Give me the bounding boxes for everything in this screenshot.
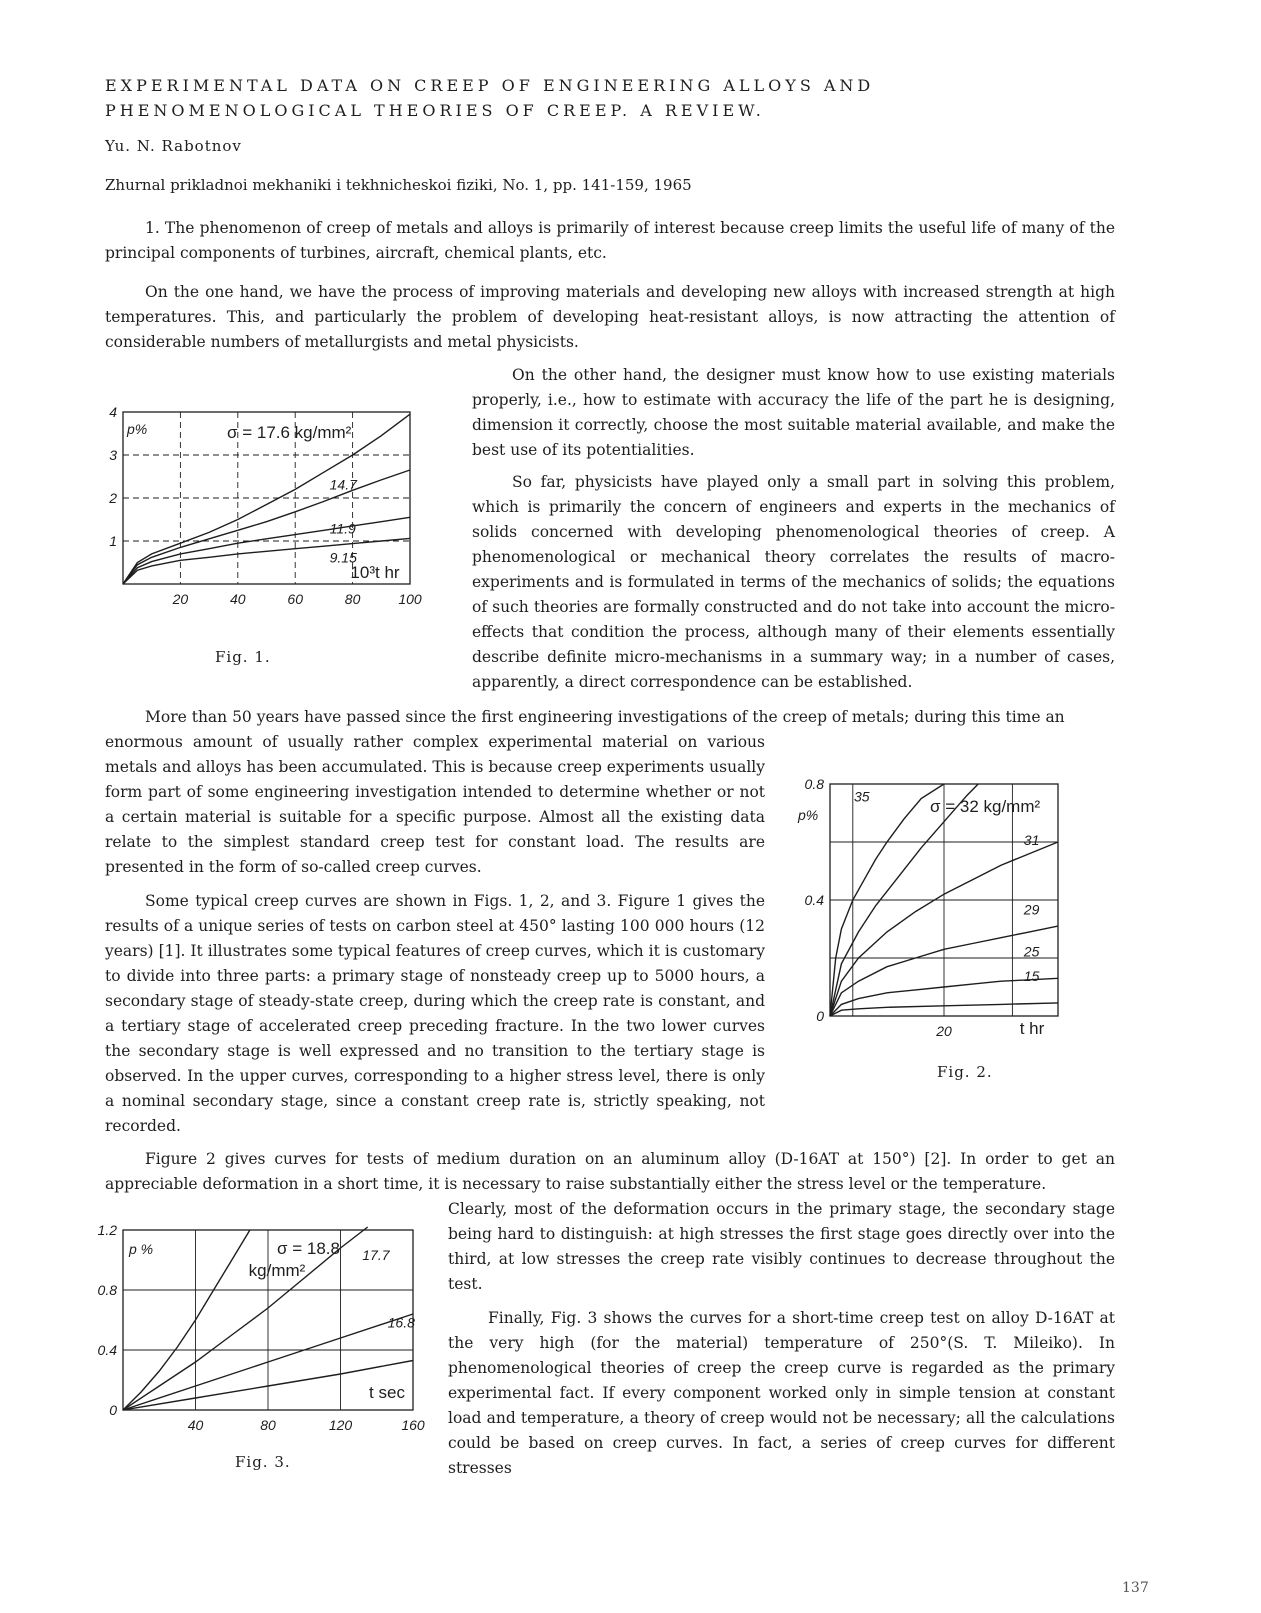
paragraph-4: So far, physicists have played only a small part in solving this problem, which is primarily the concern of engineers and experts in the mechanics of solids concerned with developing phenomenological theories of creep. A phenomenological or mechanical theory correlates the results of macro-experiments and is formulated in terms of the mechanics of solids; the equations of such theories are formally constructed and do not take into account the micro-effects that condition the process, although many of their elements essentially describe definite micro-mechanisms in a summary way; in a number of cases, apparently, a direct correspondence can be established. — [472, 473, 1115, 691]
series-label: 16.8 — [387, 1314, 415, 1331]
x-tick-label: 80 — [344, 591, 361, 607]
fig-1-chart — [105, 400, 435, 625]
fig-2-chart — [798, 770, 1100, 1045]
series-label: 17.7 — [362, 1247, 390, 1263]
paragraph-3: On the other hand, the designer must know how to use existing materials properly, i.e., how to estimate with accuracy the life of the part he is designing, dimension it correctly, choose the most suitable material available, and make the best use of its potentialities. — [472, 366, 1115, 459]
title-line-2: PHENOMENOLOGICAL THEORIES OF CREEP. A REVIEW. — [105, 101, 765, 120]
y-tick-label: 2 — [109, 490, 117, 506]
paragraph-6: Some typical creep curves are shown in Figs. 1, 2, and 3. Figure 1 gives the results of a unique series of tests on carbon steel at 450° lasting 100 000 hours (12 years) [1]. It illustrates some typical features of creep curves, which it is customary to divide into three parts: a primary stage of nonsteady creep up to 5000 hours, a secondary stage of steady-state creep, during which the creep rate is constant, and a tertiary stage of accelerated creep preceding fracture. In the two lower curves the secondary stage is well expressed and no transition to the tertiary stage is observed. In the upper curves, corresponding to a higher stress level, there is only a nominal secondary stage, since a constant creep rate is, strictly speaking, not recorded. — [105, 892, 765, 1135]
paragraph-1: 1. The phenomenon of creep of metals and alloys is primarily of interest because creep limits the useful life of many of the principal components of turbines, aircraft, chemical plants, etc. — [105, 219, 1115, 262]
y-tick-label: 0 — [109, 1402, 117, 1418]
stress-annotation: σ = 18.8 — [277, 1239, 340, 1258]
paragraph-2: On the one hand, we have the process of improving materials and developing new alloys with increased strength at high temperatures. This, and particularly the problem of developing heat-resistant alloys, is now attracting the attention of considerable numbers of metallurgists and metal physicists. — [105, 283, 1115, 351]
x-tick-label: 40 — [187, 1417, 204, 1433]
paragraph-5-line-1: More than 50 years have passed since the first engineering investigations of the creep of metals; during this time an — [145, 708, 1065, 726]
x-tick-label: 80 — [260, 1417, 276, 1433]
fig-3-caption: Fig. 3. — [235, 1453, 291, 1471]
y-tick-label: 0.4 — [804, 892, 824, 908]
x-tick-label: 40 — [230, 591, 246, 607]
stress-annotation: σ = 17.6 kg/mm² — [227, 423, 352, 442]
x-tick-label: 160 — [401, 1417, 425, 1433]
series-label: 11.9 — [329, 520, 356, 537]
y-axis-label: p % — [129, 1241, 154, 1257]
journal-citation: Zhurnal prikladnoi mekhaniki i tekhnicheskoi fiziki, No. 1, pp. 141-159, 1965 — [105, 176, 692, 194]
series-label: 9.15 — [329, 549, 357, 566]
series-line — [123, 1230, 250, 1410]
x-tick-label: 20 — [172, 591, 189, 607]
series-label: 15 — [1023, 968, 1040, 985]
fig-1-caption: Fig. 1. — [215, 648, 271, 666]
y-tick-label: 0.4 — [97, 1342, 117, 1358]
title-line-1: EXPERIMENTAL DATA ON CREEP OF ENGINEERING ALLOYS AND — [105, 76, 875, 95]
x-tick-label: 60 — [287, 591, 303, 607]
y-tick-label: 1.2 — [97, 1222, 117, 1238]
paper-title — [105, 73, 1155, 123]
x-tick-label: 20 — [936, 1023, 952, 1039]
x-axis-label: 10³t hr — [350, 563, 400, 582]
y-tick-label: 1 — [109, 533, 117, 549]
series-label: 31 — [1023, 831, 1040, 848]
page-number: 137 — [1122, 1580, 1149, 1596]
y-axis-label: p% — [798, 807, 819, 823]
series-label: 29 — [1023, 901, 1040, 918]
paragraph-7-rest: Clearly, most of the deformation occurs in the primary stage, the secondary stage being hard to distinguish: at high stresses the first stage goes directly over into the third, at low stresses the creep rate visibly continues to decrease throughout the test. — [448, 1200, 1115, 1293]
x-tick-label: 120 — [328, 1417, 353, 1433]
series-label: 25 — [1023, 943, 1040, 960]
paragraph-7-lines: Figure 2 gives curves for tests of medium duration on an aluminum alloy (D-16AT at 150°) [2]. In order to get an appreciable deformation in a short time, it is necessary to raise substantially either the stress level or the temperature. — [105, 1150, 1115, 1193]
paragraph-8: Finally, Fig. 3 shows the curves for a short-time creep test on alloy D-16AT at the very high (for the material) temperature of 250°(S. T. Mileiko). In phenomenological theories of creep the creep curve is regarded as the primary experimental fact. If every component worked only in simple tension at constant load and temperature, a theory of creep would not be necessary; all the calculations could be based on creep curves. In fact, a series of creep curves for different stresses — [448, 1309, 1115, 1477]
x-axis-label: t hr — [1019, 1019, 1045, 1038]
series-label: 35 — [853, 788, 870, 805]
y-axis-label: p% — [127, 421, 148, 437]
fig-3-chart — [97, 1220, 435, 1435]
y-tick-label: 0 — [816, 1008, 824, 1024]
y-tick-label: 3 — [109, 447, 117, 463]
paragraph-5-rest: enormous amount of usually rather complex experimental material on various metals and alloys has been accumulated. This is because creep experiments usually form part of some engineering investigation intended to determine whether or not a certain material is suitable for a specific purpose. Almost all the existing data relate to the simplest standard creep test for constant load. The results are presented in the form of so-called creep curves. — [105, 733, 765, 876]
y-tick-label: 0.8 — [97, 1282, 117, 1298]
series-label: 14.7 — [329, 476, 357, 493]
stress-annotation: σ = 32 kg/mm² — [930, 797, 1041, 816]
y-tick-label: 0.8 — [804, 776, 824, 792]
x-axis-label: t sec — [369, 1383, 405, 1402]
y-tick-label: 4 — [109, 404, 117, 420]
author: Yu. N. Rabotnov — [105, 137, 242, 155]
stress-annotation: kg/mm² — [248, 1261, 306, 1280]
fig-2-caption: Fig. 2. — [937, 1063, 993, 1081]
x-tick-label: 100 — [398, 591, 422, 607]
